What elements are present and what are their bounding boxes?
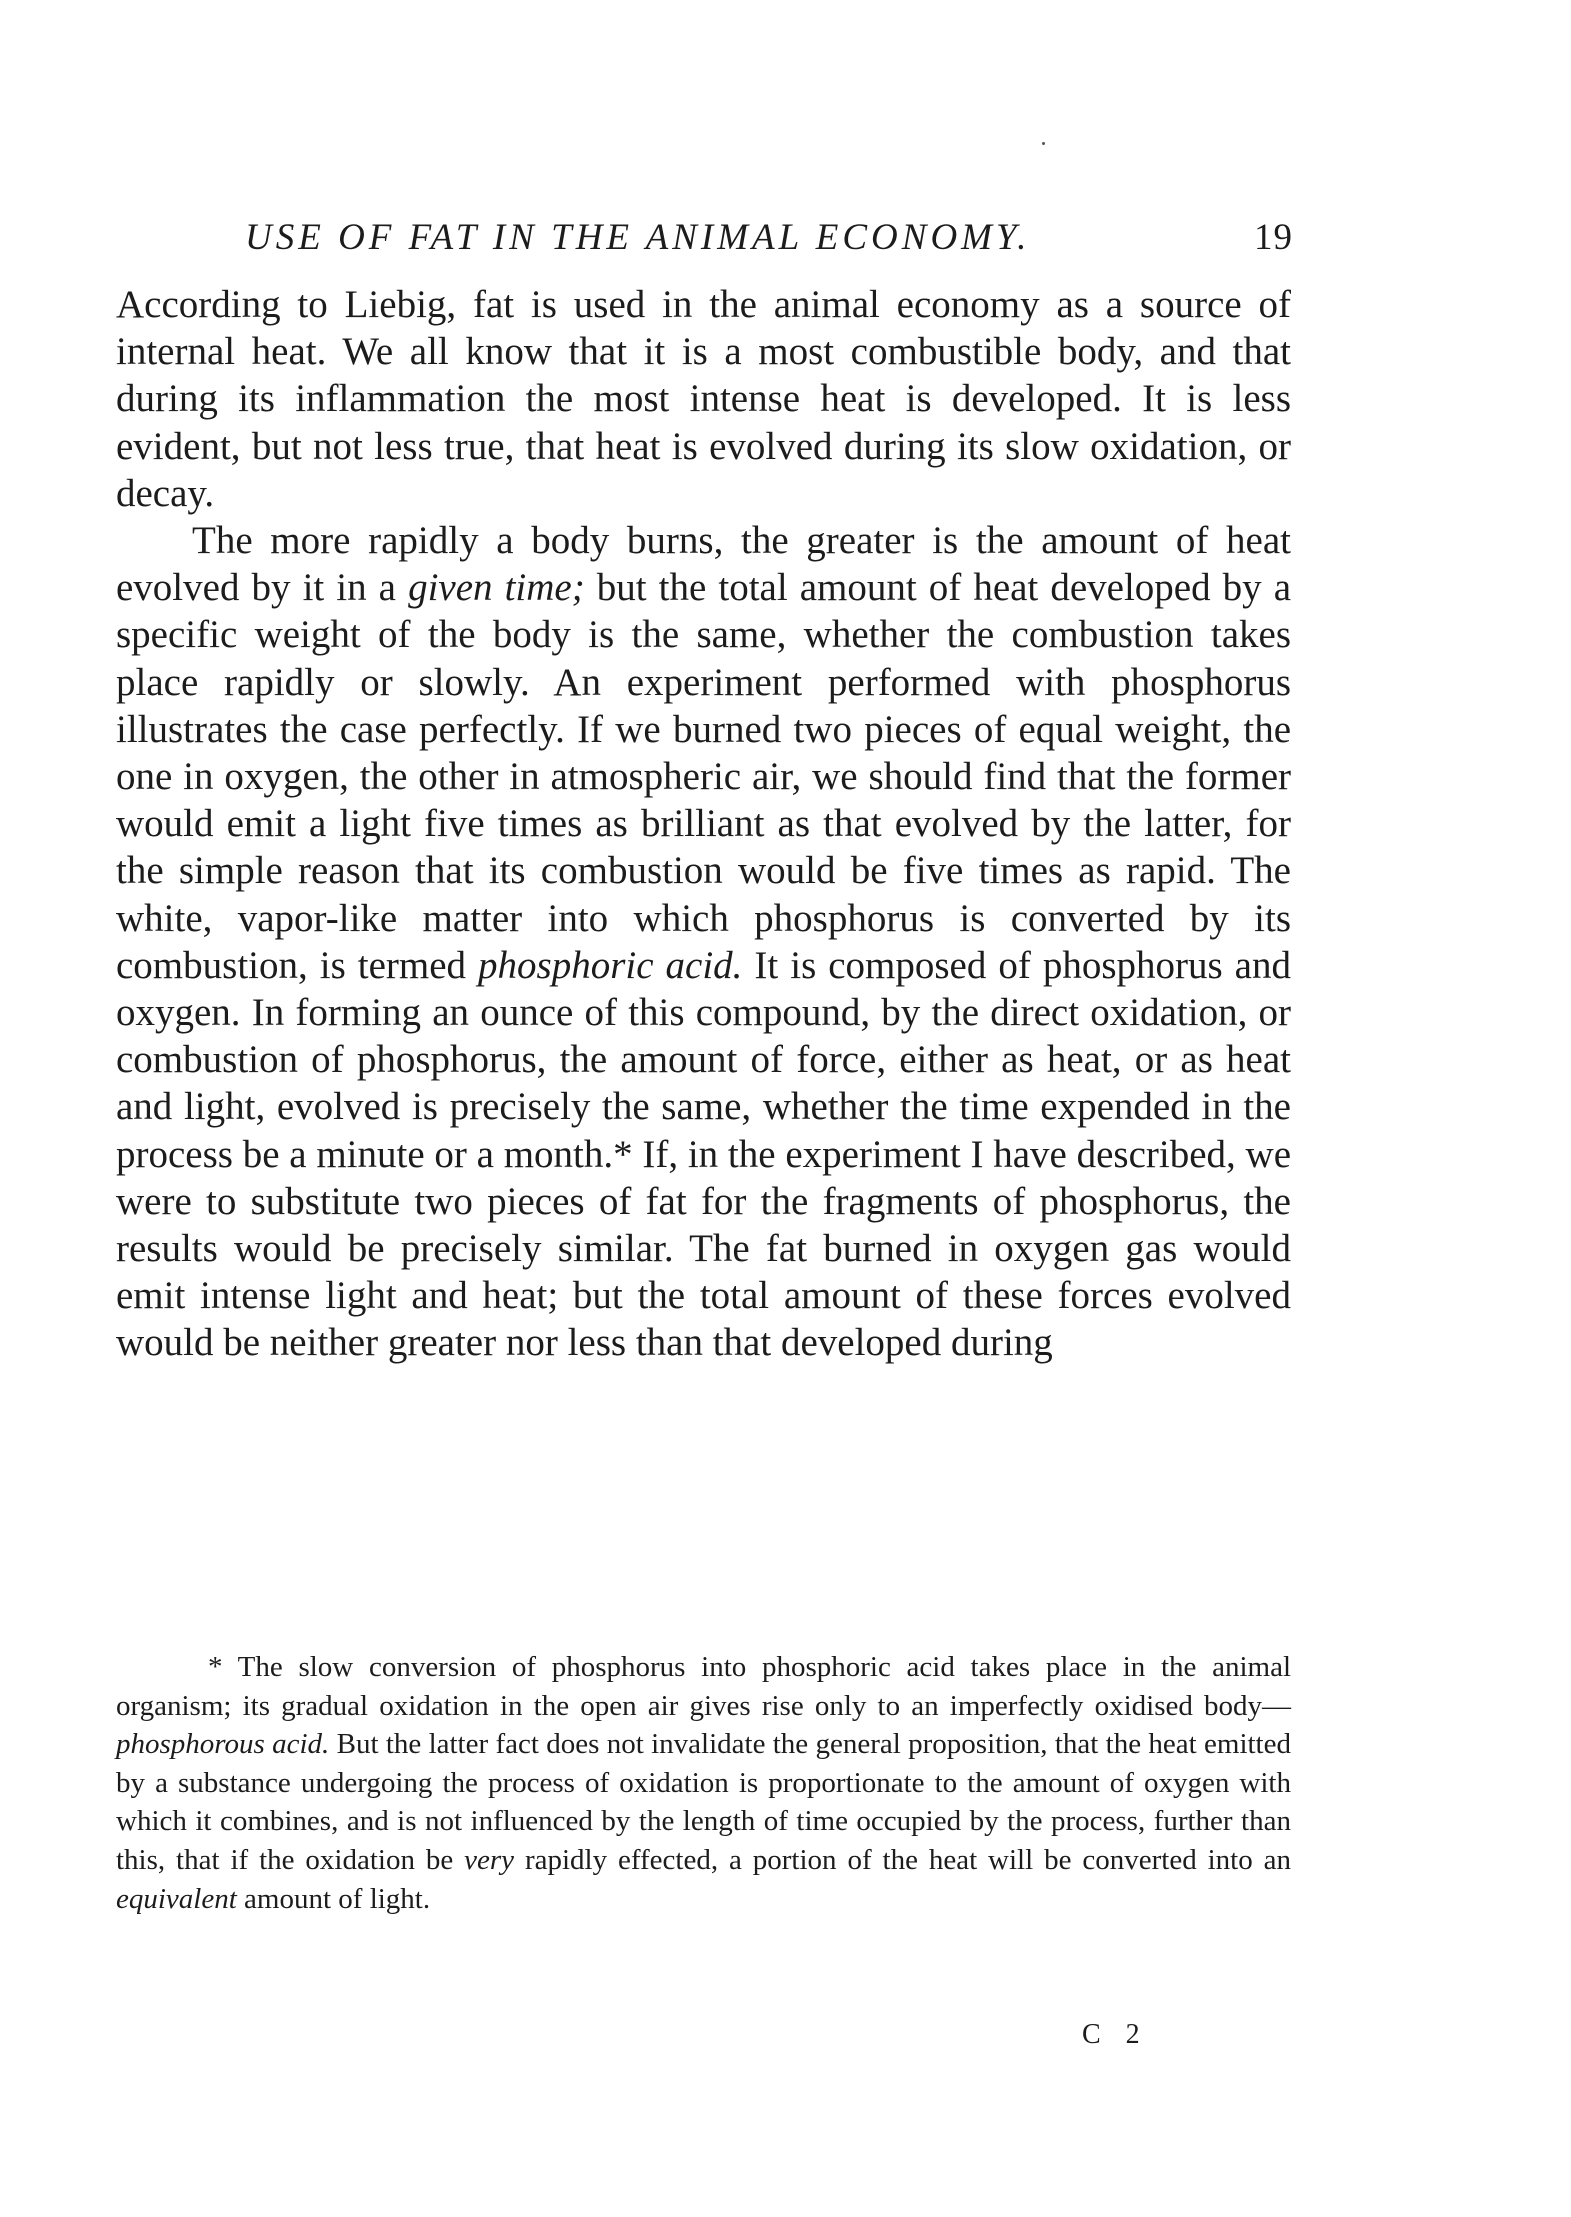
page-number: 19 [1254,217,1293,258]
body-text [116,281,1291,1367]
running-head-title: USE OF FAT IN THE ANIMAL ECONOMY. [245,217,1031,258]
paragraph-2 [116,517,1291,1367]
ink-speck [1042,142,1045,145]
emphasis-very: very [464,1843,515,1876]
paragraph-2-text-a: The more rapidly a body burns, the greater is the amount of heat evolved by it in a [116,519,1291,610]
emphasis-equivalent: equivalent [116,1882,237,1915]
signature-mark: C 2 [1082,2019,1149,2050]
footnote-text-a: * The slow conversion of phosphorus into phosphoric acid takes place in the animal organism; its gradual oxidation in the open air gives rise only to an imperfectly oxidised body— [116,1651,1291,1722]
footnote-text-d: amount of light. [236,1882,431,1915]
paragraph-1 [116,281,1291,517]
running-head [245,208,1293,268]
paragraph-2-text-b: but the total amount of heat developed by a specific weight of the body is the same, whether the combustion takes place rapidly or slowly. An experiment performed with phosphorus illustrates the case perfectly. If we burned two pieces of equal weight, the one in oxygen, the other in atmospheric air, we should find that the former would emit a light five times as brilliant as that evolved by the latter, for the simple reason that its combustion would be five times as rapid. The white, vapor-like matter into which phosphorus is converted by its combustion, is termed [116,566,1292,987]
emphasis-phosphorous-acid: phosphorous acid. [116,1728,330,1761]
footnote-text-c: rapidly effected, a portion of the heat will be converted into an [514,1843,1291,1876]
emphasis-given-time: given time; [408,566,585,610]
emphasis-phosphoric-acid: phosphoric acid. [478,943,743,987]
paragraph-2-text-c: It is composed of phosphorus and oxygen. In forming an ounce of this compound, by the direct oxidation, or combustion of phosphorus, the amount of force, either as heat, or as heat and light, evolved is precisely the same, whether the time expended in the process be a minute or a month.* If, in the experiment I have described, we were to substitute two pieces of fat for the fragments of phosphorus, the results would be precisely similar. The fat burned in oxygen gas would emit intense light and heat; but the total amount of these forces evolved would be neither greater nor less than that developed during [116,943,1292,1365]
paragraph-1-text: According to Liebig, fat is used in the animal economy as a source of internal heat. We all know that it is a most combustible body, and that during its inflammation the most intense heat is developed. It is less evident, but not less true, that heat is evolved during its slow oxidation, or decay. [116,283,1291,515]
footnote [116,1648,1291,1918]
footnote-text-b: But the latter fact does not invalidate the general proposition, that the heat emitted by a substance undergoing the process of oxidation is proportionate to the amount of oxygen with which it combines, and is not influenced by the length of time occupied by the process, further than this, that if the oxidation be [116,1728,1291,1876]
